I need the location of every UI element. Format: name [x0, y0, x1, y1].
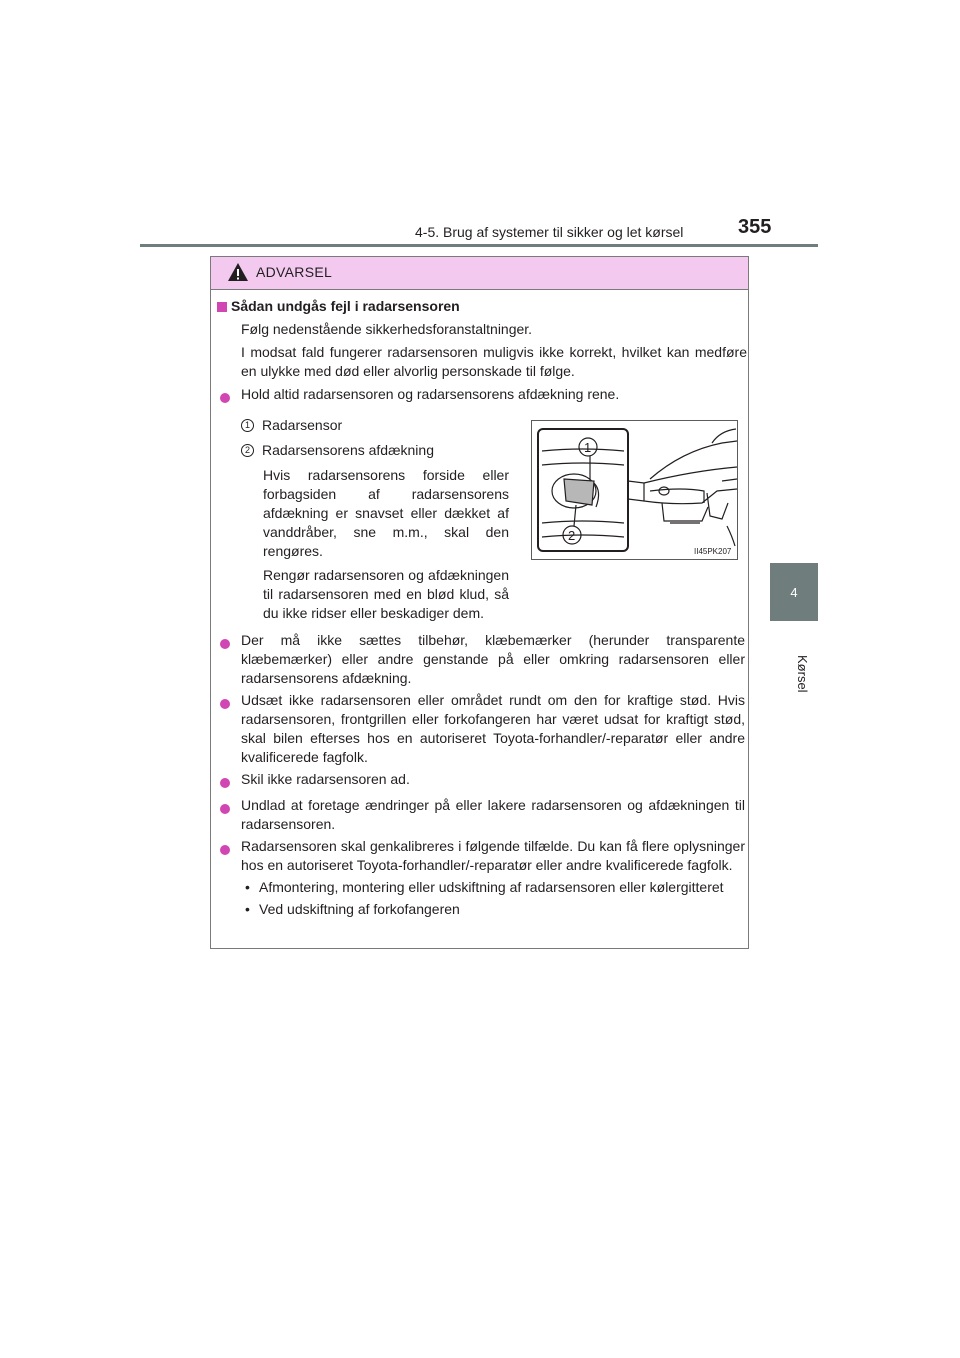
bullet-item: [217, 796, 747, 834]
callout-number: 1: [241, 419, 254, 432]
chapter-label: Kørsel: [795, 655, 810, 693]
square-bullet-icon: [217, 302, 227, 312]
warning-content: [217, 297, 747, 919]
round-bullet-icon: [220, 639, 230, 649]
bullet-text: Radarsensoren skal genkalibreres i følgende tilfælde. Du kan få flere oplysninger hos en autoriseret Toyota-forhandler/-reparatør eller andre kvalificerede fagfolk.: [241, 838, 745, 873]
warning-title: ADVARSEL: [256, 264, 333, 280]
bullet-item: [217, 385, 747, 408]
callout-2: 2: [568, 528, 576, 543]
legend-label: Radarsensorens afdækning: [262, 442, 434, 458]
subheading: [217, 297, 747, 316]
bullet-text: Undlad at foretage ændringer på eller lakere radarsensoren og afdækningen til radarsensoren.: [241, 797, 745, 832]
chapter-number: 4: [790, 584, 798, 600]
sub-bullet-text: Ved udskiftning af forkofangeren: [259, 901, 460, 917]
bullet-text: Hold altid radarsensoren og radarsensorens afdækning rene.: [241, 386, 620, 402]
legend-item-2: [241, 441, 509, 460]
chapter-tab[interactable]: [770, 563, 818, 621]
intro-paragraph-1: Følg nedenstående sikkerhedsforanstaltninger.: [241, 321, 533, 337]
round-bullet-icon: [220, 393, 230, 403]
image-code: II45PK207: [694, 547, 732, 556]
bullet-item: [217, 691, 747, 767]
bullet-text: Skil ikke radarsensoren ad.: [241, 771, 410, 787]
sub-bullet-marker: •: [245, 879, 250, 895]
bullet-text: Der må ikke sættes tilbehør, klæbemærker (herunder transparente klæbemærker) eller andre genstande på eller omkring radarsensoren eller radarsensorens afdækning.: [241, 632, 745, 686]
sub-bullet-item: [217, 878, 747, 897]
bullet-item: [217, 837, 747, 875]
figure-paragraph-1: Hvis radarsensorens forside eller forbagsiden af radarsensorens afdækning er snavset eller dækket af vanddråber, sne m.m., skal den rengøres.: [263, 467, 509, 559]
sub-bullet-item: [217, 900, 747, 919]
round-bullet-icon: [220, 699, 230, 709]
warning-triangle-icon: [227, 262, 249, 282]
intro-paragraph-2: I modsat fald fungerer radarsensoren muligvis ikke korrekt, hvilket kan medføre en ulykke med død eller alvorlig personskade til følge.: [241, 344, 747, 379]
bullet-item: [217, 770, 747, 793]
radar-sensor-illustration: [531, 420, 738, 560]
header-rule: [140, 244, 818, 247]
sub-bullet-text: Afmontering, montering eller udskiftning af radarsensoren eller kølergitteret: [259, 879, 724, 895]
callout-1: 1: [584, 440, 592, 455]
legend-item-1: [241, 416, 509, 435]
bullet-text: Udsæt ikke radarsensoren eller området rundt om den for kraftige stød. Hvis radarsensoren, frontgrillen eller forkofangeren har været udsat for kraftigt stød, skal bilen efterses hos en autoriseret Toyota-forhandler/-reparatør eller andre kvalificerede fagfolk.: [241, 692, 745, 765]
warning-box: [210, 256, 749, 949]
car-front-illustration: [532, 421, 737, 559]
bullet-item: [217, 631, 747, 688]
figure-legend: [217, 416, 509, 628]
round-bullet-icon: [220, 845, 230, 855]
sub-bullet-marker: •: [245, 901, 250, 917]
callout-number: 2: [241, 444, 254, 457]
subheading-text: Sådan undgås fejl i radarsensoren: [231, 298, 460, 314]
page-header: [0, 0, 960, 250]
figure-paragraph-2: Rengør radarsensoren og afdækningen til radarsensoren med en blød klud, så du ikke ridser eller beskadiger dem.: [263, 567, 509, 621]
section-title: 4-5. Brug af systemer til sikker og let kørsel: [415, 224, 684, 240]
page-number: 355: [738, 216, 772, 238]
figure-section: [217, 416, 747, 628]
legend-label: Radarsensor: [262, 417, 343, 433]
round-bullet-icon: [220, 804, 230, 814]
warning-header: [211, 257, 748, 290]
round-bullet-icon: [220, 778, 230, 788]
